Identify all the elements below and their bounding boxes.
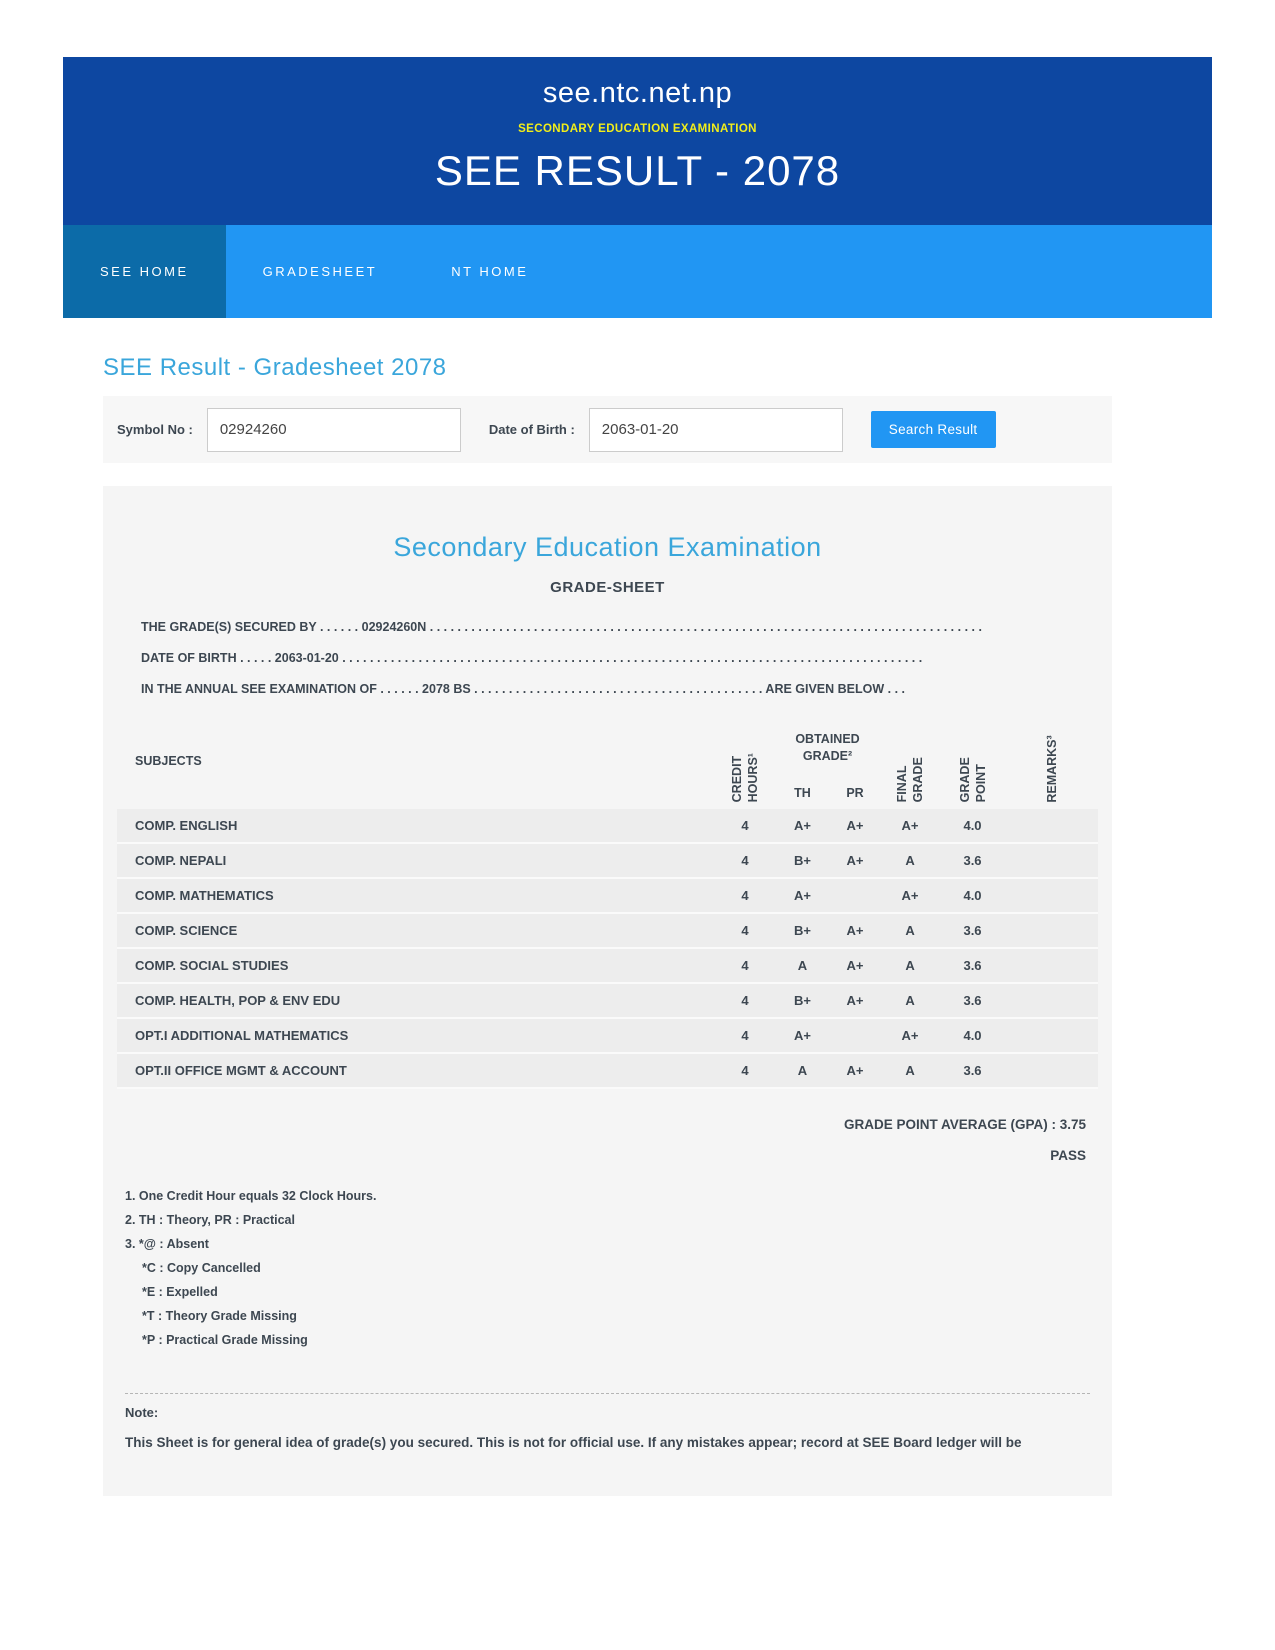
cell-credit: 4 xyxy=(715,913,775,948)
header-grade-point: GRADE POINT xyxy=(957,757,988,803)
cell-th: A+ xyxy=(775,878,830,913)
cell-pr: A+ xyxy=(830,948,880,983)
exam-title: Secondary Education Examination xyxy=(393,532,822,562)
cell-pr xyxy=(830,878,880,913)
result-status: PASS xyxy=(1050,1148,1086,1163)
cell-pr: A+ xyxy=(830,843,880,878)
dashed-divider xyxy=(125,1393,1090,1394)
nav-nt-home[interactable]: NT HOME xyxy=(451,264,529,279)
cell-th: B+ xyxy=(775,843,830,878)
dob-label: Date of Birth : xyxy=(488,422,575,437)
footnote-absent: 3. *@ : Absent xyxy=(125,1237,209,1251)
header-obtained-grade: OBTAINED GRADE² xyxy=(795,732,860,763)
cell-credit: 4 xyxy=(715,948,775,983)
main-nav xyxy=(63,225,1212,318)
footnote-theory-missing: *T : Theory Grade Missing xyxy=(142,1309,297,1323)
cell-final: A+ xyxy=(880,878,940,913)
sheet-title: GRADE-SHEET xyxy=(550,579,665,596)
cell-pr: A+ xyxy=(830,809,880,843)
header-remarks: REMARKS³ xyxy=(1044,735,1059,803)
table-row xyxy=(117,913,1098,948)
table-row xyxy=(117,878,1098,913)
footnote-th-pr: 2. TH : Theory, PR : Practical xyxy=(125,1213,295,1227)
cell-th: A+ xyxy=(775,1018,830,1053)
intro-line-dob: DATE OF BIRTH . . . . . 2063-01-20 . . . . . . . . . . . . . . . . . . . . . . . . . . . . . . . . . . . . . . . . . . . . . . . . . . . . . . . . . . . . . . . . . . . . . . . . . . . . . . . . . . . . xyxy=(141,651,923,665)
footnote-practical-missing: *P : Practical Grade Missing xyxy=(142,1333,308,1347)
cell-remarks xyxy=(1005,809,1098,843)
cell-credit: 4 xyxy=(715,843,775,878)
cell-point: 4.0 xyxy=(940,1018,1005,1053)
cell-th: B+ xyxy=(775,983,830,1018)
cell-point: 3.6 xyxy=(940,1053,1005,1088)
intro-line-exam-year: IN THE ANNUAL SEE EXAMINATION OF . . . . . . 2078 BS . . . . . . . . . . . . . . . . . . . . . . . . . . . . . . . . . . . . . . . . . . ARE GIVEN BELOW . . . xyxy=(141,682,906,696)
cell-point: 4.0 xyxy=(940,809,1005,843)
page-title: SEE Result - Gradesheet 2078 xyxy=(103,354,447,381)
page xyxy=(63,0,1212,1496)
cell-th: A+ xyxy=(775,809,830,843)
nav-gradesheet[interactable]: GRADESHEET xyxy=(262,264,378,279)
cell-final: A xyxy=(880,983,940,1018)
table-row xyxy=(117,809,1098,843)
gpa-line: GRADE POINT AVERAGE (GPA) : 3.75 xyxy=(843,1117,1086,1132)
gradesheet-panel xyxy=(103,486,1112,1496)
cell-credit: 4 xyxy=(715,1053,775,1088)
footnotes xyxy=(117,1189,1098,1347)
table-row xyxy=(117,1018,1098,1053)
note-text: This Sheet is for general idea of grade(s) you secured. This is not for official use. If any mistakes appear; record at SEE Board ledger will be xyxy=(125,1435,1022,1450)
cell-remarks xyxy=(1005,1053,1098,1088)
cell-subject: COMP. SCIENCE xyxy=(117,913,715,948)
main-content xyxy=(63,354,1112,1496)
header-credit-hours: CREDIT HOURS¹ xyxy=(729,753,760,803)
cell-th: A xyxy=(775,948,830,983)
cell-subject: COMP. NEPALI xyxy=(117,843,715,878)
cell-credit: 4 xyxy=(715,983,775,1018)
symbol-no-label: Symbol No : xyxy=(117,422,193,437)
footnote-credit-hour: 1. One Credit Hour equals 32 Clock Hours. xyxy=(125,1189,377,1203)
header-th: TH xyxy=(794,786,811,800)
cell-point: 4.0 xyxy=(940,878,1005,913)
grades-table-body xyxy=(117,809,1098,1088)
header-pr: PR xyxy=(846,786,864,800)
cell-pr xyxy=(830,1018,880,1053)
cell-final: A xyxy=(880,1053,940,1088)
grades-table xyxy=(117,713,1098,1089)
cell-pr: A+ xyxy=(830,913,880,948)
cell-final: A xyxy=(880,843,940,878)
gradesheet-intro xyxy=(117,620,1098,696)
cell-credit: 4 xyxy=(715,1018,775,1053)
intro-line-secured-by: THE GRADE(S) SECURED BY . . . . . . 02924260N . . . . . . . . . . . . . . . . . . . . . . . . . . . . . . . . . . . . . . . . . . . . . . . . . . . . . . . . . . . . . . . . . . . . . . . . . . . . . . . . xyxy=(141,620,982,634)
cell-point: 3.6 xyxy=(940,913,1005,948)
table-row xyxy=(117,1053,1098,1088)
site-subtitle: SECONDARY EDUCATION EXAMINATION xyxy=(518,123,757,135)
cell-final: A+ xyxy=(880,1018,940,1053)
cell-final: A xyxy=(880,913,940,948)
cell-credit: 4 xyxy=(715,809,775,843)
cell-subject: COMP. HEALTH, POP & ENV EDU xyxy=(117,983,715,1018)
cell-subject: COMP. MATHEMATICS xyxy=(117,878,715,913)
cell-remarks xyxy=(1005,878,1098,913)
cell-subject: COMP. ENGLISH xyxy=(117,809,715,843)
cell-remarks xyxy=(1005,913,1098,948)
table-row xyxy=(117,983,1098,1018)
search-form xyxy=(103,396,1112,463)
site-header xyxy=(63,57,1212,225)
footnote-copy-cancelled: *C : Copy Cancelled xyxy=(142,1261,261,1275)
cell-point: 3.6 xyxy=(940,983,1005,1018)
search-result-button[interactable]: Search Result xyxy=(871,411,996,448)
cell-th: B+ xyxy=(775,913,830,948)
footnote-expelled: *E : Expelled xyxy=(142,1285,218,1299)
header-subjects: SUBJECTS xyxy=(135,754,202,768)
cell-th: A xyxy=(775,1053,830,1088)
site-title: SEE RESULT - 2078 xyxy=(434,147,841,194)
cell-subject: OPT.II OFFICE MGMT & ACCOUNT xyxy=(117,1053,715,1088)
table-row xyxy=(117,843,1098,878)
cell-point: 3.6 xyxy=(940,948,1005,983)
dob-input[interactable] xyxy=(589,408,843,452)
cell-remarks xyxy=(1005,948,1098,983)
cell-pr: A+ xyxy=(830,983,880,1018)
cell-credit: 4 xyxy=(715,878,775,913)
cell-subject: OPT.I ADDITIONAL MATHEMATICS xyxy=(117,1018,715,1053)
site-domain: see.ntc.net.np xyxy=(542,77,733,109)
symbol-no-input[interactable] xyxy=(207,408,461,452)
cell-point: 3.6 xyxy=(940,843,1005,878)
table-row xyxy=(117,948,1098,983)
cell-remarks xyxy=(1005,1018,1098,1053)
cell-remarks xyxy=(1005,983,1098,1018)
note-label: Note: xyxy=(125,1405,159,1420)
header-final-grade: FINAL GRADE xyxy=(894,757,926,803)
cell-pr: A+ xyxy=(830,1053,880,1088)
cell-final: A+ xyxy=(880,809,940,843)
cell-final: A xyxy=(880,948,940,983)
cell-subject: COMP. SOCIAL STUDIES xyxy=(117,948,715,983)
cell-remarks xyxy=(1005,843,1098,878)
nav-see-home[interactable]: SEE HOME xyxy=(63,225,226,318)
